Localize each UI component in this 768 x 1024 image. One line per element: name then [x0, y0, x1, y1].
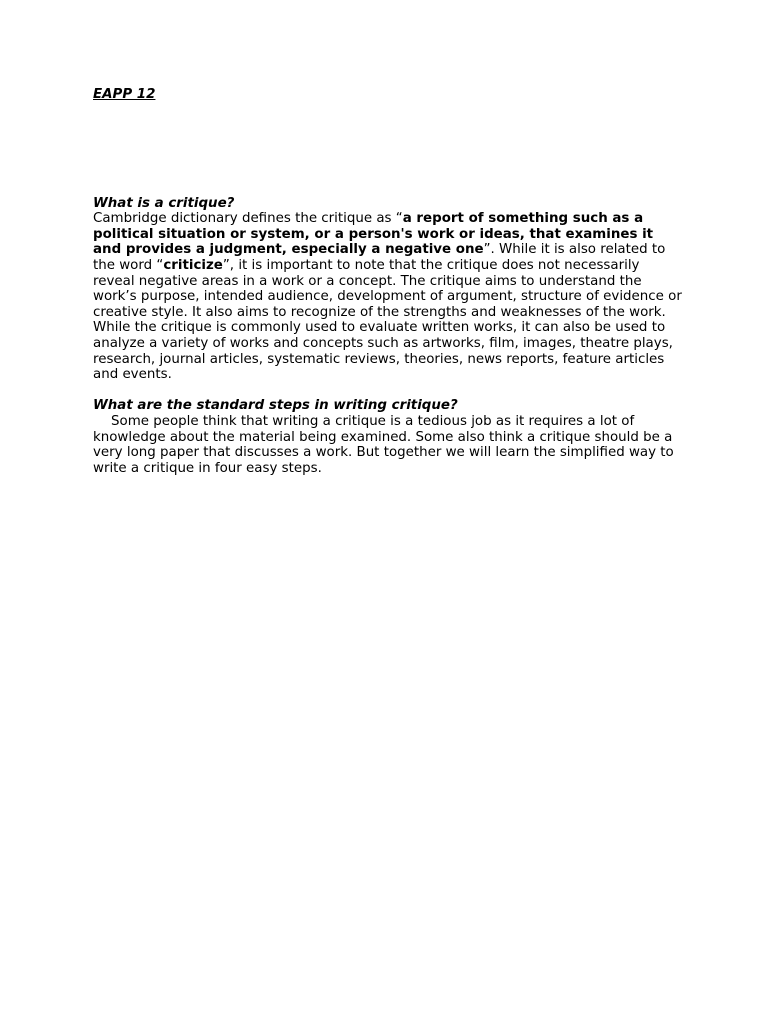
bold-definition: a report of something such as a political situation or system, or a person's work or ideas, that examines it and provides a judgment, especially a negative one — [93, 211, 654, 258]
text-run: ”. While it is also related to the word “ — [93, 242, 666, 273]
text-run: Some people think that writing a critique is a tedious job as it requires a lot of knowledge about the material being examined. Some also think a critique should be a very long paper that discusses a work. But together we will learn the simplified way to write a critique in four easy steps. — [93, 413, 674, 476]
text-run: Cambridge dictionary defines the critique as “ — [93, 211, 403, 227]
bold-term: criticize — [163, 257, 223, 273]
definition-paragraph — [93, 211, 683, 320]
section-what-is-critique — [93, 196, 683, 383]
text-run: ”, it is important to note that the critique does not necessarily reveal negative areas in a work or a concept. The critique aims to understand the work’s purpose, intended audience, development of argument, structure of evidence or creative style. It also aims to recognize of the strengths and weaknesses of the work. — [93, 257, 682, 320]
section-heading: What are the standard steps in writing critique? — [93, 398, 458, 414]
document-header: EAPP 12 — [93, 87, 156, 102]
section-heading: What is a critique? — [93, 195, 235, 211]
document-page — [93, 87, 683, 476]
section-standard-steps — [93, 398, 683, 476]
steps-paragraph — [93, 414, 683, 476]
usage-paragraph: While the critique is commonly used to evaluate written works, it can also be used to analyze a variety of works and concepts such as artworks, film, images, theatre plays, research, journal articles, systematic reviews, theories, news reports, feature articles and events. — [93, 320, 673, 383]
